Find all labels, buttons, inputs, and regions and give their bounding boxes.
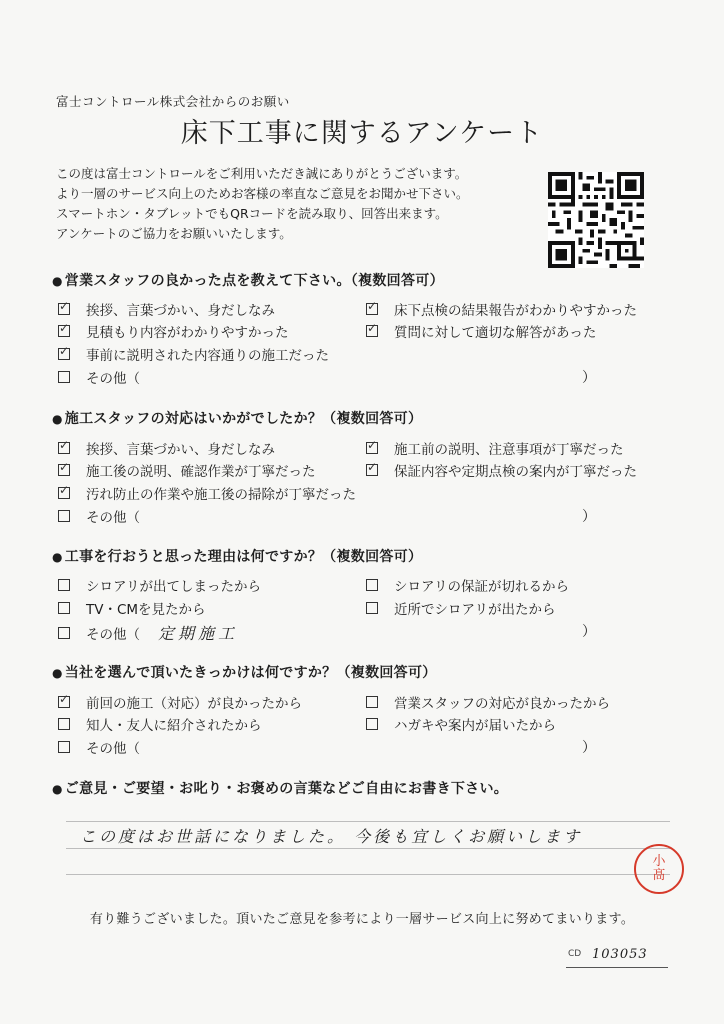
bullet-icon: ●: [52, 274, 63, 288]
option-trigger-other[interactable]: [58, 737, 140, 757]
option-const-other[interactable]: [58, 506, 140, 526]
paren-close: ）: [582, 624, 596, 640]
checkbox-icon[interactable]: [58, 627, 70, 639]
option-const-greeting[interactable]: [58, 438, 275, 458]
cd-label: CD: [568, 949, 582, 959]
qr-code-icon[interactable]: [548, 172, 644, 268]
option-label: 施工前の説明、注意事項が丁寧だった: [394, 442, 624, 458]
comment-rule: [66, 848, 670, 849]
checkbox-icon[interactable]: [366, 579, 378, 591]
option-label: ハガキや案内が届いたから: [394, 718, 556, 734]
section-heading-text: 施工スタッフの対応はいかがでしたか？（複数回答可）: [64, 411, 423, 427]
checkbox-icon[interactable]: [58, 741, 70, 753]
option-trigger-postcard[interactable]: [366, 714, 556, 734]
option-sales-report[interactable]: [366, 299, 637, 319]
option-label: TV・CMを見たから: [86, 602, 206, 618]
option-reason-warranty-expiring[interactable]: [366, 575, 569, 595]
option-label: 営業スタッフの対応が良かったから: [394, 696, 610, 712]
option-label: シロアリの保証が切れるから: [394, 579, 569, 595]
option-label: 見積もり内容がわかりやすかった: [86, 325, 289, 341]
checkbox-checked-icon[interactable]: [366, 464, 378, 476]
option-label: 挨拶、言葉づかい、身だしなみ: [86, 442, 275, 458]
intro-line: スマートホン・タブレットでもQRコードを読み取り、回答出来ます。: [56, 206, 448, 221]
option-label: 前回の施工（対応）が良かったから: [86, 696, 302, 712]
option-const-before[interactable]: [366, 438, 624, 458]
section-heading-sales: [52, 270, 444, 290]
section-heading-text: ご意見・ご要望・お叱り・お褒めの言葉などご自由にお書き下さい。: [64, 781, 509, 797]
checkbox-checked-icon[interactable]: [58, 487, 70, 499]
section-heading-trigger: [52, 662, 437, 682]
option-label: 施工後の説明、確認作業が丁寧だった: [86, 464, 316, 480]
option-sales-greeting[interactable]: [58, 299, 275, 319]
option-trigger-referral[interactable]: [58, 714, 262, 734]
seal-stamp: [634, 844, 684, 894]
checkbox-icon[interactable]: [58, 579, 70, 591]
option-const-warranty[interactable]: [366, 460, 637, 480]
option-label: 近所でシロアリが出たから: [394, 602, 556, 618]
option-const-cleaning[interactable]: [58, 483, 356, 503]
checkbox-icon[interactable]: [58, 510, 70, 522]
intro-line: この度は富士コントロールをご利用いただき誠にありがとうございます。: [56, 166, 468, 181]
option-label: その他（: [86, 741, 140, 757]
stamp-char: 髙: [652, 868, 666, 883]
checkbox-checked-icon[interactable]: [58, 348, 70, 360]
comment-rule: [66, 874, 670, 875]
option-label: 汚れ防止の作業や施工後の掃除が丁寧だった: [86, 487, 356, 503]
checkbox-icon[interactable]: [58, 602, 70, 614]
paren-close: ）: [582, 740, 596, 756]
option-label: 質問に対して適切な解答があった: [394, 325, 597, 341]
option-label: その他（: [86, 371, 140, 387]
checkbox-icon[interactable]: [366, 718, 378, 730]
checkbox-icon[interactable]: [58, 718, 70, 730]
checkbox-checked-icon[interactable]: [58, 325, 70, 337]
bullet-icon: ●: [52, 666, 63, 680]
checkbox-checked-icon[interactable]: [58, 696, 70, 708]
option-label: 床下点検の結果報告がわかりやすかった: [394, 303, 637, 319]
checkbox-icon[interactable]: [366, 602, 378, 614]
checkbox-checked-icon[interactable]: [366, 303, 378, 315]
other-input[interactable]: 定期施工: [158, 624, 239, 643]
checkbox-checked-icon[interactable]: [366, 325, 378, 337]
comment-text[interactable]: この度はお世話になりました。 今後も宜しくお願いします: [80, 827, 583, 846]
option-label: 事前に説明された内容通りの施工だった: [86, 348, 329, 364]
bullet-icon: ●: [52, 412, 63, 426]
option-trigger-sales-staff[interactable]: [366, 692, 610, 712]
option-label: 保証内容や定期点検の案内が丁寧だった: [394, 464, 637, 480]
paren-close: ）: [582, 509, 596, 525]
company-line: 富士コントロール株式会社からのお願い: [56, 94, 290, 109]
page-title: 床下工事に関するアンケート: [180, 118, 544, 149]
option-const-after[interactable]: [58, 460, 316, 480]
bullet-icon: ●: [52, 782, 63, 796]
footer-thanks: 有り難うございました。頂いたご意見を参考により一層サービス向上に努めてまいります。: [89, 912, 635, 927]
section-heading-text: 当社を選んで頂いたきっかけは何ですか？（複数回答可）: [64, 665, 437, 681]
option-reason-neighbor[interactable]: [366, 598, 555, 618]
option-sales-other[interactable]: [58, 367, 140, 387]
option-reason-termites[interactable]: [58, 575, 261, 595]
option-trigger-previous[interactable]: [58, 692, 302, 712]
option-sales-answer[interactable]: [366, 321, 596, 341]
checkbox-checked-icon[interactable]: [58, 464, 70, 476]
option-label: その他（: [86, 626, 140, 643]
option-reason-other[interactable]: [58, 621, 238, 644]
cd-value: 103053: [592, 947, 648, 962]
section-heading-construction: [52, 408, 422, 428]
option-reason-tvcm[interactable]: [58, 598, 206, 618]
option-label: 知人・友人に紹介されたから: [86, 718, 262, 734]
checkbox-checked-icon[interactable]: [58, 442, 70, 454]
option-sales-asexplained[interactable]: [58, 344, 329, 364]
stamp-char: 小: [652, 854, 666, 869]
checkbox-icon[interactable]: [366, 696, 378, 708]
bullet-icon: ●: [52, 550, 63, 564]
intro-text: [56, 164, 469, 244]
cd-underline: [566, 967, 668, 968]
section-heading-text: 工事を行おうと思った理由は何ですか？（複数回答可）: [64, 549, 423, 565]
paren-close: ）: [582, 370, 596, 386]
intro-line: より一層のサービス向上のためお客様の率直なご意見をお聞かせ下さい。: [56, 186, 469, 201]
section-heading-comments: [52, 778, 508, 798]
comment-rule: [66, 821, 670, 822]
section-heading-reason: [52, 546, 422, 566]
checkbox-icon[interactable]: [58, 371, 70, 383]
option-label: シロアリが出てしまったから: [86, 579, 261, 595]
checkbox-checked-icon[interactable]: [58, 303, 70, 315]
option-sales-estimate[interactable]: [58, 321, 289, 341]
checkbox-checked-icon[interactable]: [366, 442, 378, 454]
section-heading-text: 営業スタッフの良かった点を教えて下さい。（複数回答可）: [64, 273, 444, 289]
intro-line: アンケートのご協力をお願いいたします。: [56, 226, 292, 241]
option-label: 挨拶、言葉づかい、身だしなみ: [86, 303, 275, 319]
option-label: その他（: [86, 510, 140, 526]
